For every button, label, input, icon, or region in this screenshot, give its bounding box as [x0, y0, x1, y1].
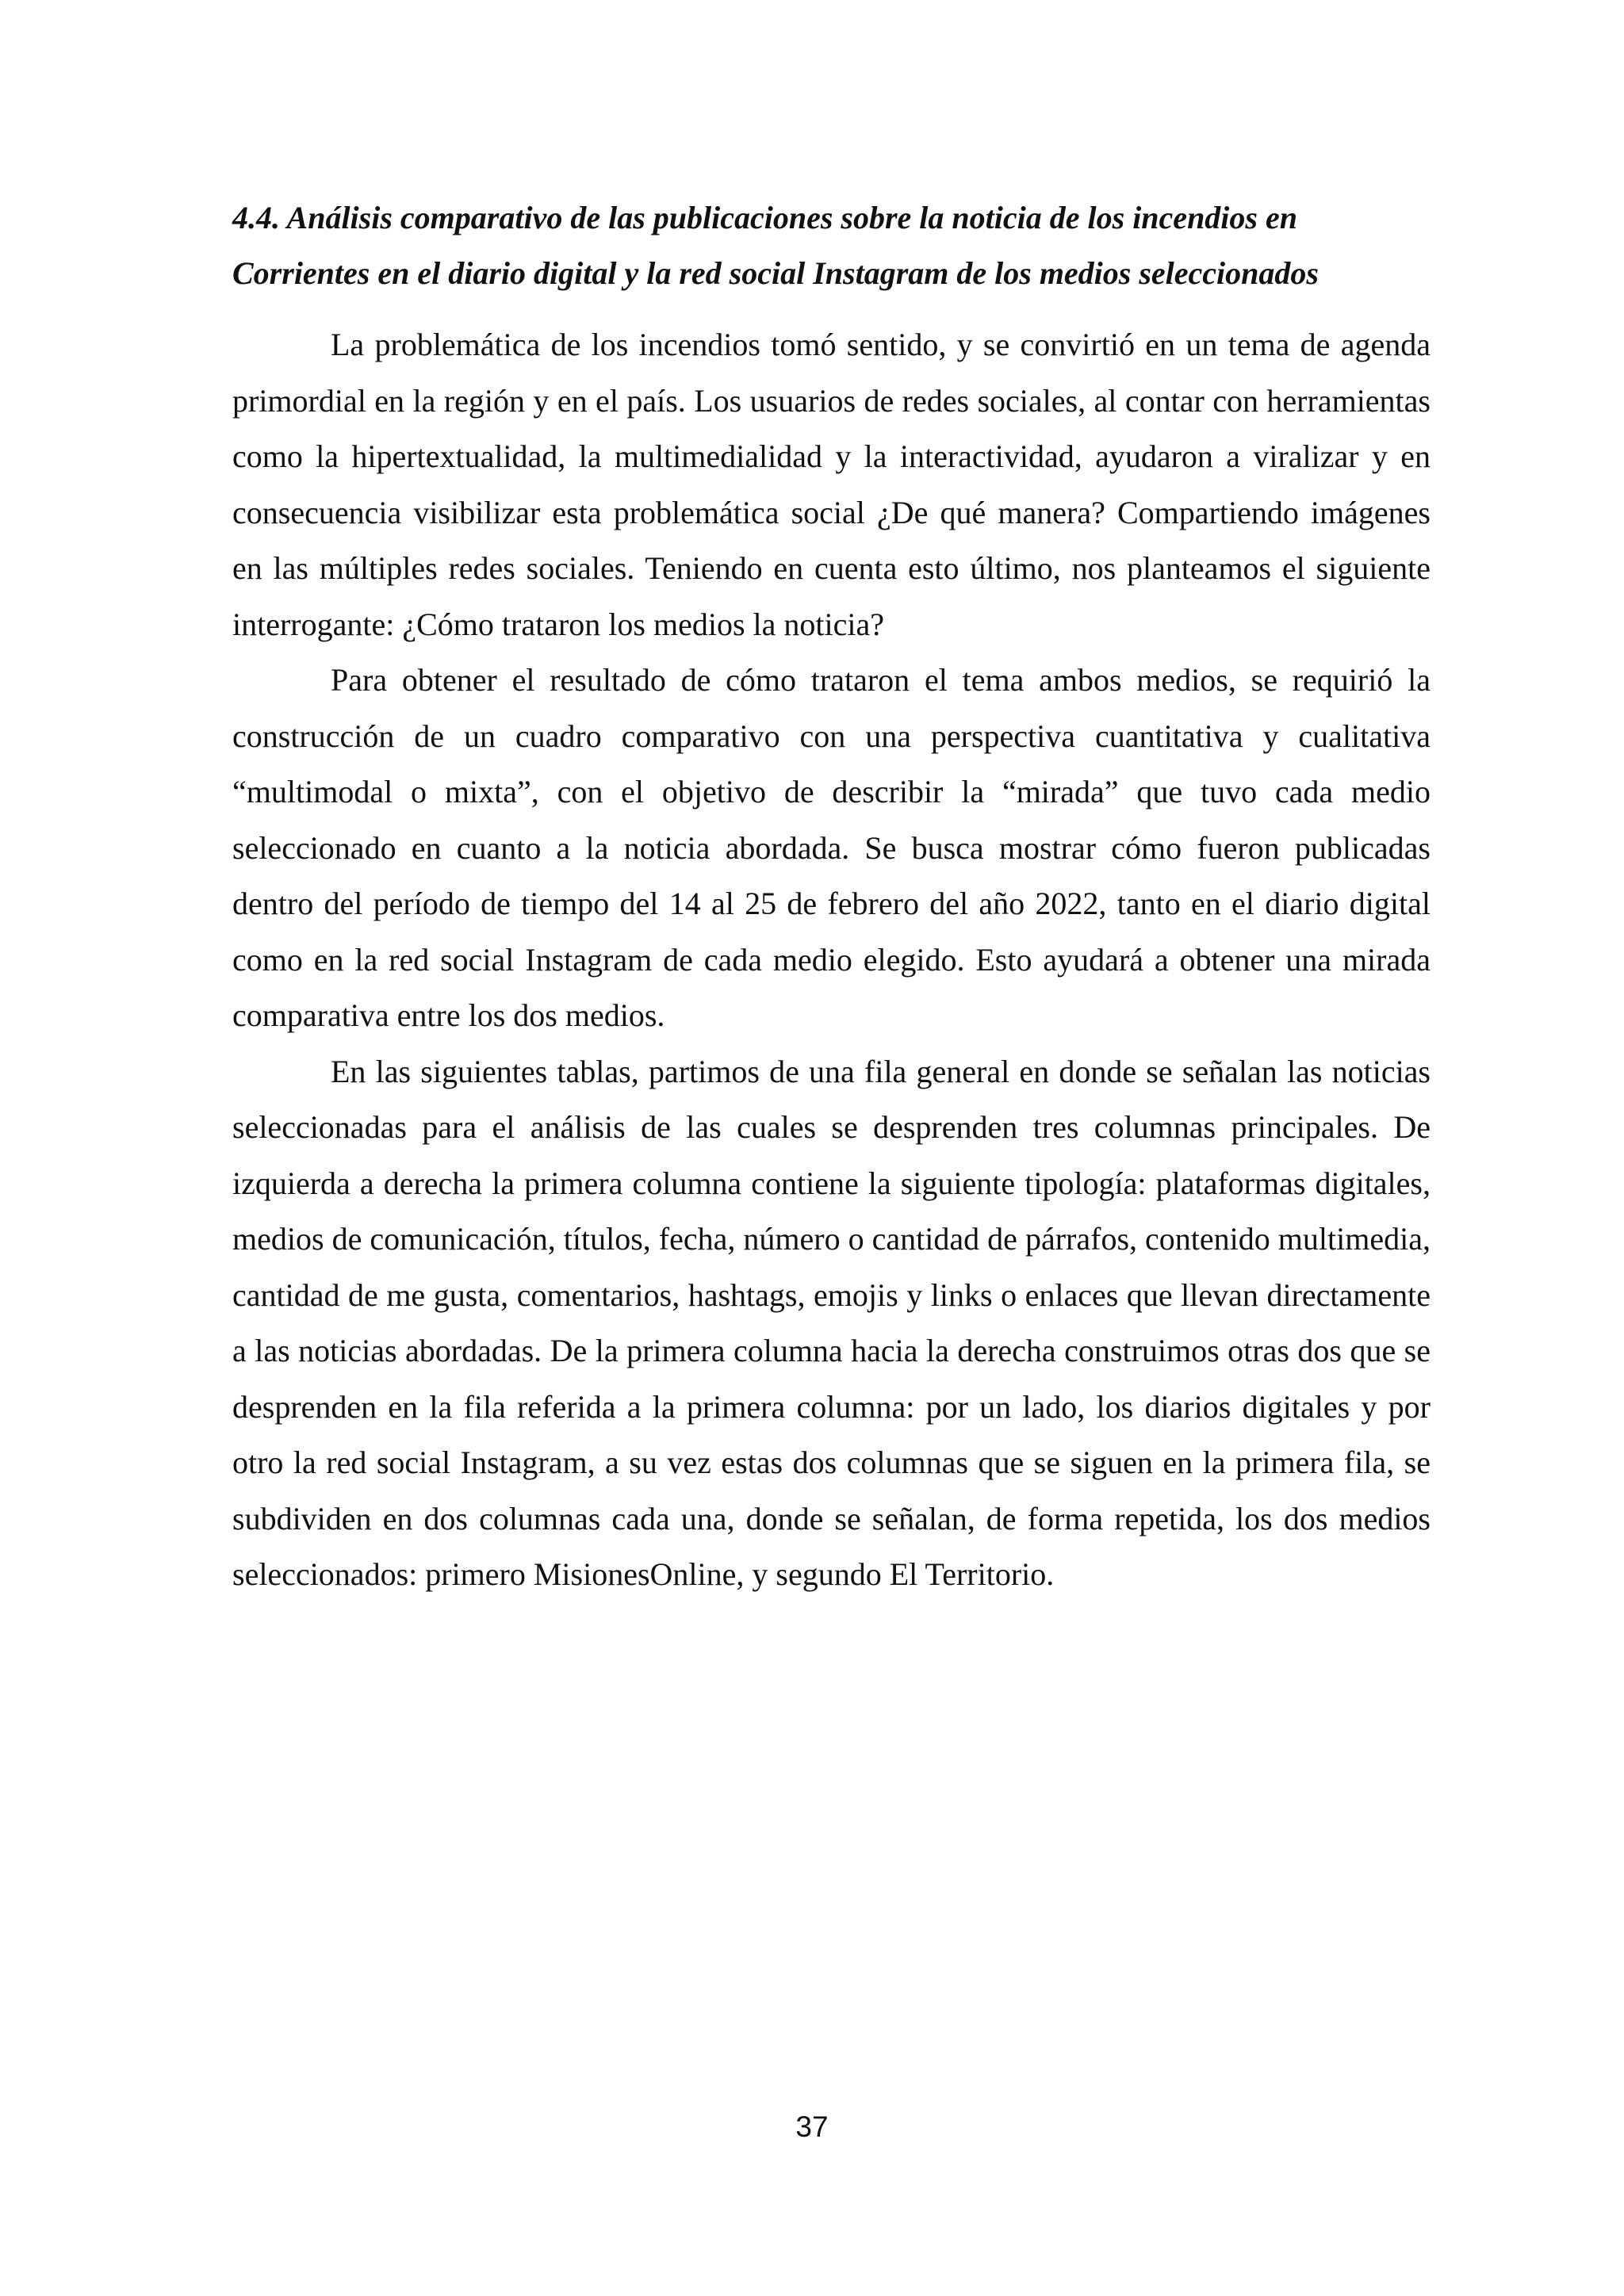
page-body	[232, 190, 1431, 1603]
body-paragraph: En las siguientes tablas, partimos de una fila general en donde se señalan las noticias seleccionadas para el análisis de las cuales se desprenden tres columnas principales. De izquierda a derecha la primera columna contiene la siguiente tipología: plataformas digitales, medios de comunicación, títulos, fecha, número o cantidad de párrafos, contenido multimedia, cantidad de me gusta, comentarios, hashtags, emojis y links o enlaces que llevan directamente a las noticias abordadas. De la primera columna hacia la derecha construimos otras dos que se desprenden en la fila referida a la primera columna: por un lado, los diarios digitales y por otro la red social Instagram, a su vez estas dos columnas que se siguen en la primera fila, se subdividen en dos columnas cada una, donde se señalan, de forma repetida, los dos medios seleccionados: primero MisionesOnline, y segundo El Territorio.	[232, 1053, 1431, 1592]
page-number: 37	[795, 2110, 829, 2143]
body-paragraph: La problemática de los incendios tomó sentido, y se convirtió en un tema de agenda primordial en la región y en el país. Los usuarios de redes sociales, al contar con herramientas como la hipertextualidad, la multimedialidad y la interactividad, ayudaron a viralizar y en consecuencia visibilizar esta problemática social ¿De qué manera? Compartiendo imágenes en las múltiples redes sociales. Teniendo en cuenta esto último, nos planteamos el siguiente interrogante: ¿Cómo trataron los medios la noticia?	[232, 327, 1431, 642]
body-paragraph: Para obtener el resultado de cómo trataron el tema ambos medios, se requirió la construcción de un cuadro comparativo con una perspectiva cuantitativa y cualitativa “multimodal o mixta”, con el objetivo de describir la “mirada” que tuvo cada medio seleccionado en cuanto a la noticia abordada. Se busca mostrar cómo fueron publicadas dentro del período de tiempo del 14 al 25 de febrero del año 2022, tanto en el diario digital como en la red social Instagram de cada medio elegido. Esto ayudará a obtener una mirada comparativa entre los dos medios.	[232, 662, 1431, 1033]
section-heading: 4.4. Análisis comparativo de las publicaciones sobre la noticia de los incendios en Corrientes en el diario digital y la red social Instagram de los medios seleccionados	[232, 200, 1319, 291]
